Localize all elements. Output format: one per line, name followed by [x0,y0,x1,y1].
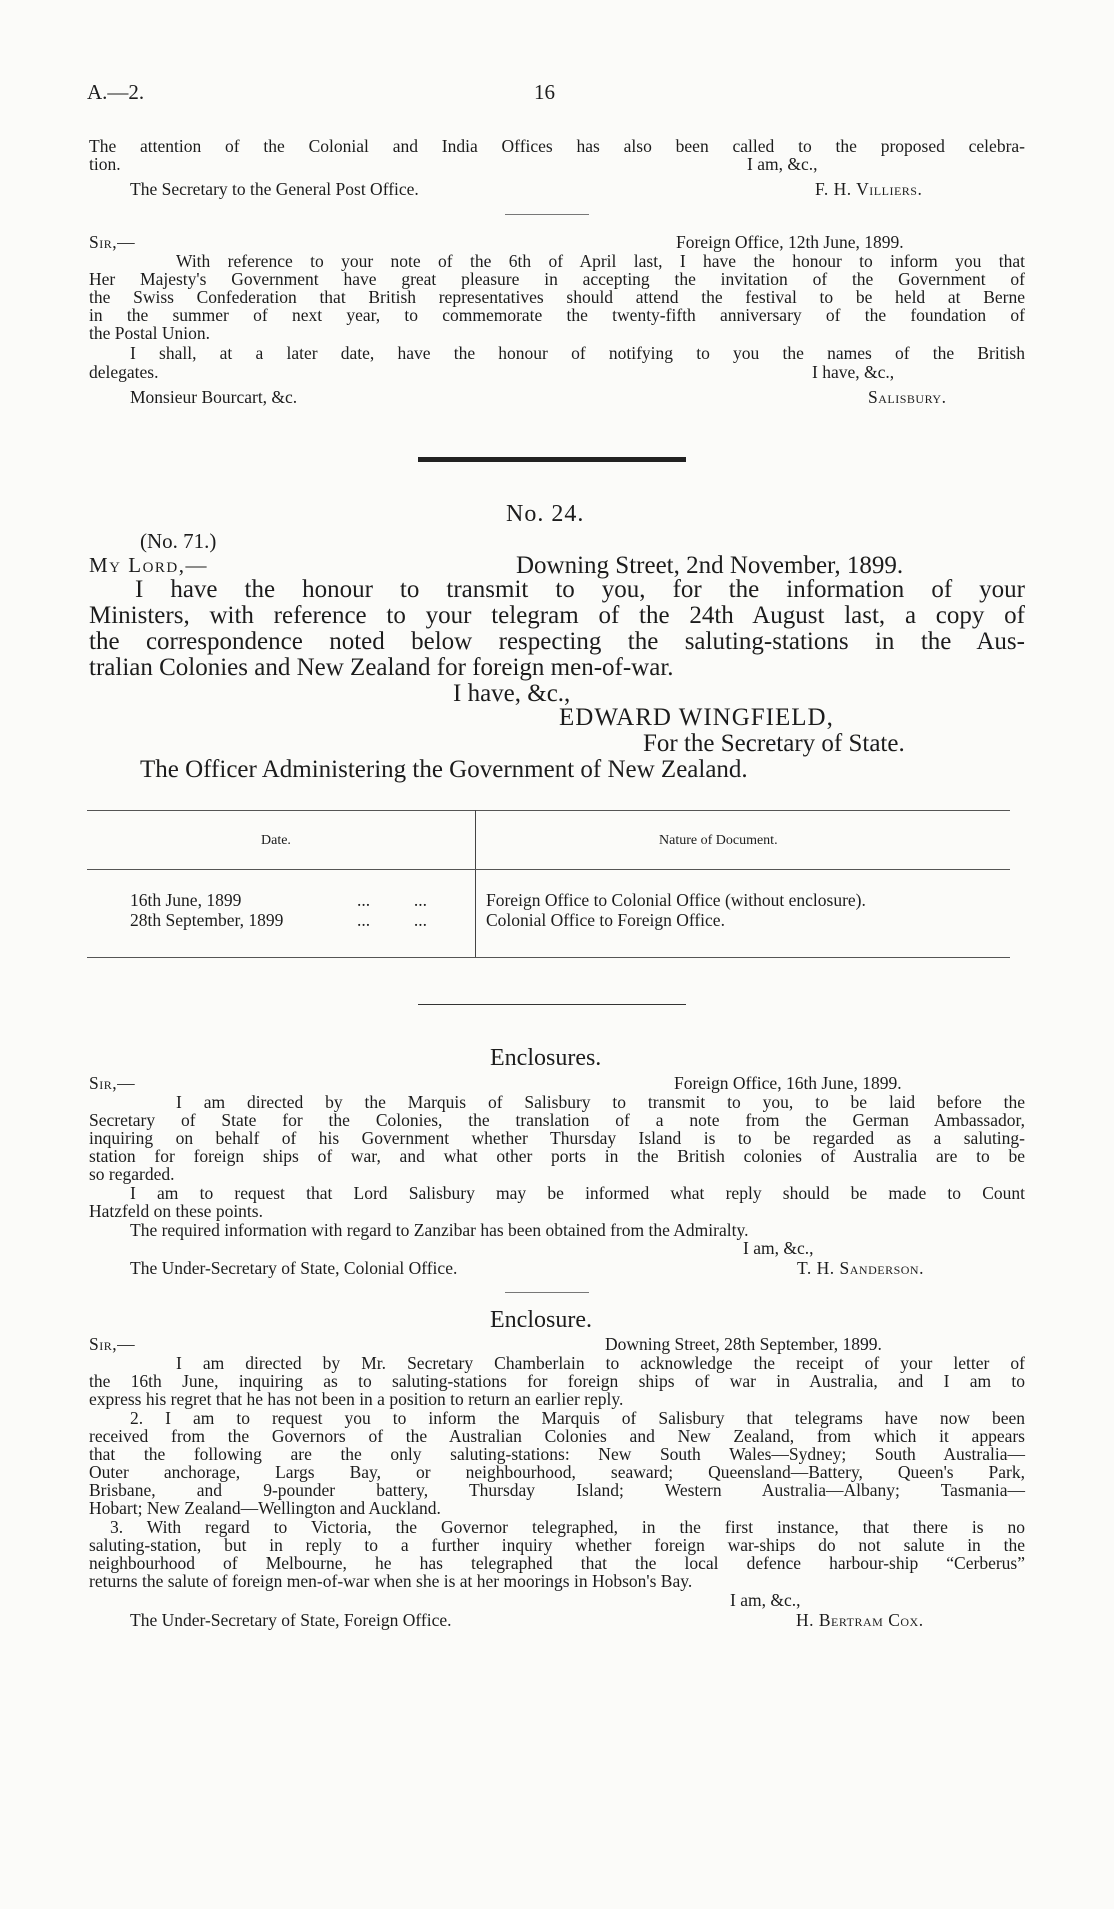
leader-dots: ... ... [357,910,427,930]
paragraph-line: I have the honour to transmit to you, for the information of your [135,576,1025,603]
paragraph-line: Ministers, with reference to your telegram of the 24th August last, a copy of [89,602,1025,629]
paragraph-line: inquiring on behalf of his Government whether Thursday Island is to be regarded as a saluting- [89,1128,1025,1148]
paragraph-line: I am directed by Mr. Secretary Chamberlain to acknowledge the receipt of your letter of [176,1353,1025,1373]
paragraph-line: With reference to your note of the 6th of April last, I have the honour to inform you that [176,251,1025,271]
paragraph-line: in the summer of next year, to commemorate the twenty-fifth anniversary of the foundation of [89,305,1025,325]
divider [418,1004,686,1005]
paragraph-line: I am to request that Lord Salisbury may be informed what reply should be made to Count [130,1183,1025,1203]
addressee: Monsieur Bourcart, &c. [130,387,298,407]
signatory: T. H. Sanderson. [797,1258,924,1278]
place-date: Foreign Office, 16th June, 1899. [674,1073,902,1093]
table-cell-date: 16th June, 1899 [130,890,242,910]
divider [505,214,589,215]
addressee: The Under-Secretary of State, Colonial Office. [130,1258,458,1278]
section-heading: Enclosure. [490,1307,592,1333]
signatory: Salisbury. [868,387,947,407]
place-date: Foreign Office, 12th June, 1899. [676,232,904,252]
closing: I am, &c., [743,1238,814,1258]
page-number: 16 [534,80,555,104]
leader-dots: ... ... [357,890,427,910]
paragraph-line: I am directed by the Marquis of Salisbury to transmit to you, to be laid before the [176,1092,1025,1112]
paragraph-line: Hobart; New Zealand—Wellington and Auckland. [89,1498,441,1518]
paragraph-line: 2. I am to request you to inform the Marquis of Salisbury that telegrams have now been [130,1408,1025,1428]
paragraph-line: I shall, at a later date, have the honour of notifying to you the names of the British [130,343,1025,363]
table-bottom-border [87,957,1010,958]
paragraph-line: Hatzfeld on these points. [89,1201,263,1221]
place-date: Downing Street, 28th September, 1899. [605,1334,882,1354]
paragraph-line: the Postal Union. [89,323,211,343]
table-header-document: Nature of Document. [659,833,778,848]
paragraph-line: express his regret that he has not been in a position to return an earlier reply. [89,1389,624,1409]
paragraph-line: so regarded. [89,1164,175,1184]
paragraph-line: delegates. [89,362,159,382]
table-cell-date: 28th September, 1899 [130,910,284,930]
table-cell-document: Colonial Office to Foreign Office. [486,910,725,930]
signatory-title: For the Secretary of State. [643,730,905,757]
table-column-divider [475,810,476,957]
paragraph-line: received from the Governors of the Australian Colonies and New Zealand, from which it appears [89,1426,1025,1446]
paragraph-line: returns the salute of foreign men-of-war when she is at her moorings in Hobson's Bay. [89,1571,693,1591]
closing: I am, &c., [730,1590,801,1610]
dispatch-number: (No. 71.) [140,529,217,553]
section-heading: Enclosures. [490,1045,602,1071]
paragraph-line: station for foreign ships of war, and what other ports in the British colonies of Australia are to be [89,1146,1025,1166]
document-reference: A.—2. [87,80,145,104]
salutation: Sir,— [89,1334,136,1354]
addressee: The Officer Administering the Government of New Zealand. [140,756,748,783]
place-date: Downing Street, 2nd November, 1899. [516,552,904,579]
paragraph-line: Secretary of State for the Colonies, the translation of a note from the German Ambassador, [89,1110,1025,1130]
signatory: EDWARD WINGFIELD, [559,704,834,731]
salutation: Sir,— [89,232,136,252]
addressee: The Under-Secretary of State, Foreign Office. [130,1610,452,1630]
salutation: My Lord,— [89,553,209,577]
section-heading: No. 24. [506,501,585,527]
paragraph-line: the 16th June, inquiring as to saluting-stations for foreign ships of war in Australia, and I am to [89,1371,1025,1391]
paragraph-line: The required information with regard to Zanzibar has been obtained from the Admiralty. [130,1220,749,1240]
paragraph-line: Her Majesty's Government have great pleasure in accepting the invitation of the Government of [89,269,1025,289]
closing: I am, &c., [747,154,818,174]
table-header-border [87,869,1010,870]
table-top-border [87,810,1010,811]
paragraph-line: the correspondence noted below respecting the saluting-stations in the Aus- [89,628,1025,655]
closing: I have, &c., [453,680,571,707]
signatory: F. H. Villiers. [815,179,923,199]
paragraph-line: that the following are the only saluting-stations: New South Wales—Sydney; South Australia— [89,1444,1025,1464]
addressee: The Secretary to the General Post Office. [130,179,419,199]
paragraph-line: tion. [89,154,121,174]
paragraph-line: Outer anchorage, Largs Bay, or neighbourhood, seaward; Queensland—Battery, Queen's Park, [89,1462,1025,1482]
paragraph-line: the Swiss Confederation that British representatives should attend the festival to be held at Berne [89,287,1025,307]
paragraph-line: 3. With regard to Victoria, the Governor telegraphed, in the first instance, that there is no [110,1517,1025,1537]
table-cell-document: Foreign Office to Colonial Office (without enclosure). [486,890,866,910]
paragraph-line: neighbourhood of Melbourne, he has telegraphed that the local defence harbour-ship “Cerberus” [89,1553,1025,1573]
paragraph-line: tralian Colonies and New Zealand for foreign men-of-war. [89,654,674,681]
salutation: Sir,— [89,1073,136,1093]
signatory: H. Bertram Cox. [796,1610,924,1630]
section-rule [418,457,686,462]
paragraph-line: The attention of the Colonial and India Offices has also been called to the proposed celebra- [89,136,1025,156]
paragraph-line: Brisbane, and 9-pounder battery, Thursday Island; Western Australia—Albany; Tasmania— [89,1480,1025,1500]
closing: I have, &c., [812,362,895,382]
paragraph-line: saluting-station, but in reply to a further inquiry whether foreign war-ships do not salute in the [89,1535,1025,1555]
table-header-date: Date. [261,833,291,848]
divider [505,1292,589,1293]
